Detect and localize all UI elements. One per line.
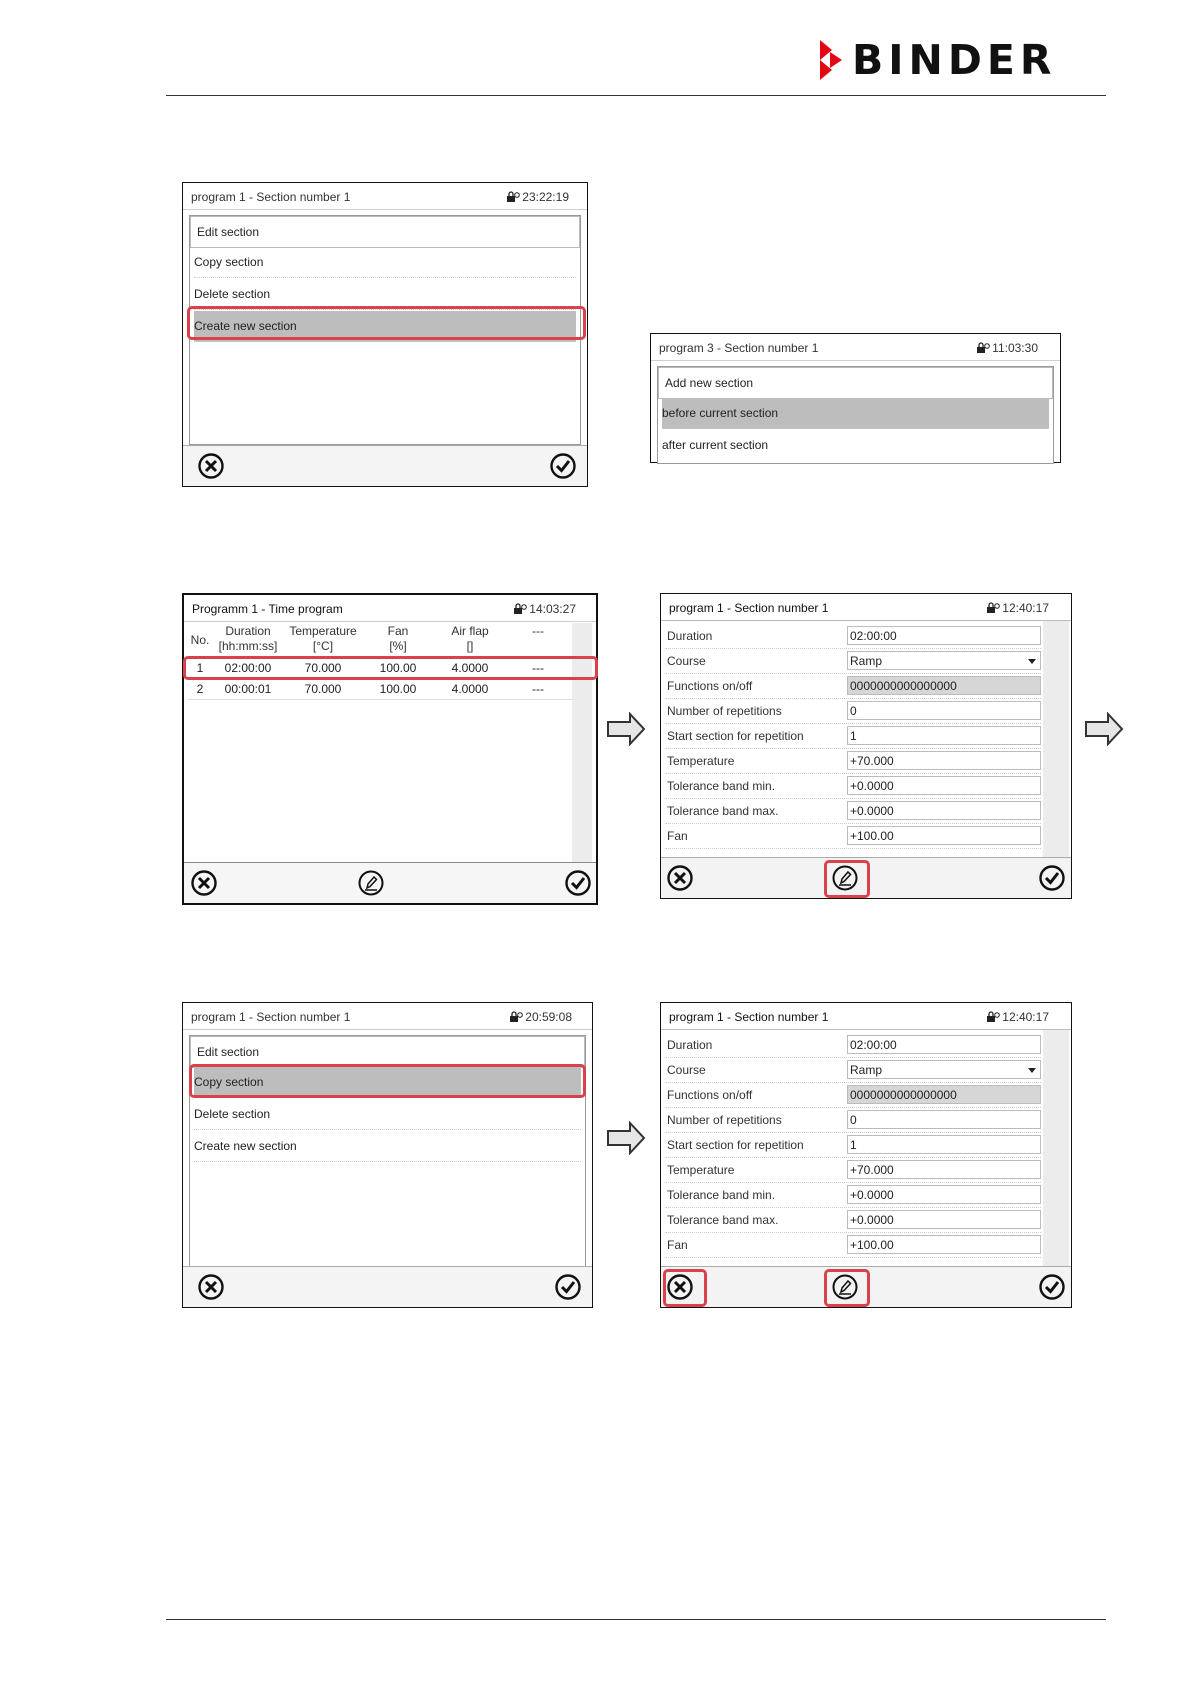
- lock-icon: [509, 1011, 523, 1023]
- clock: [509, 1010, 572, 1024]
- course-select[interactable]: Ramp: [847, 651, 1041, 670]
- temperature-input[interactable]: +70.000: [847, 751, 1041, 770]
- binder-logo-text: BINDER: [852, 35, 1057, 84]
- field-repetitions: Number of repetitions 0: [665, 699, 1041, 724]
- arrow-right-icon: [606, 1121, 646, 1155]
- menu-item-create-new-section[interactable]: Create new section: [194, 311, 576, 342]
- confirm-icon[interactable]: [1038, 1273, 1066, 1301]
- screen-title: program 1 - Section number 1: [191, 190, 351, 204]
- field-start-section: Start section for repetition 1: [665, 724, 1041, 749]
- screen-title: program 1 - Section number 1: [669, 601, 829, 615]
- footer-bar: [184, 862, 596, 903]
- field-duration: Duration 02:00:00: [665, 1033, 1041, 1058]
- scrollbar[interactable]: [1043, 1030, 1069, 1266]
- menu-item-add-new-section: Add new section: [658, 367, 1053, 399]
- menu-item-edit-section[interactable]: Edit section: [190, 1036, 585, 1068]
- field-tolerance-max: Tolerance band max. +0.0000: [665, 799, 1041, 824]
- tolerance-min-input[interactable]: +0.0000: [847, 1185, 1041, 1204]
- field-repetitions: Number of repetitions 0: [665, 1108, 1041, 1133]
- lock-icon: [976, 342, 990, 354]
- titlebar: [184, 595, 596, 622]
- footer-bar: [183, 445, 587, 486]
- field-course: Course Ramp: [665, 649, 1041, 674]
- titlebar: [661, 594, 1071, 621]
- col-header-extra: ---: [532, 624, 544, 638]
- scrollbar[interactable]: [1043, 621, 1069, 857]
- highlight-box: [824, 860, 870, 898]
- highlight-box: [183, 656, 598, 680]
- highlight-box: [824, 1269, 870, 1307]
- titlebar: [183, 183, 587, 210]
- clock-time: 11:03:30: [992, 341, 1038, 355]
- screen-title: program 3 - Section number 1: [659, 341, 819, 355]
- col-header-no: No.: [190, 633, 210, 647]
- duration-input[interactable]: 02:00:00: [847, 1035, 1041, 1054]
- screen-title: Programm 1 - Time program: [192, 602, 343, 616]
- cancel-icon[interactable]: [666, 864, 694, 892]
- col-header-duration: Duration [hh:mm:ss]: [218, 624, 278, 653]
- clock: [986, 601, 1049, 615]
- clock-time: 23:22:19: [522, 190, 569, 204]
- menu-item-before-current-section[interactable]: before current section: [662, 398, 1049, 429]
- table-row[interactable]: 1 02:00:00 70.000 100.00 4.0000 ---: [188, 658, 572, 679]
- screen-time-program: [182, 593, 598, 905]
- start-section-input[interactable]: 1: [847, 726, 1041, 745]
- tolerance-max-input[interactable]: +0.0000: [847, 801, 1041, 820]
- screen-title: program 1 - Section number 1: [669, 1010, 829, 1024]
- edit-icon[interactable]: [357, 869, 385, 897]
- screen-section-menu-2: [182, 1002, 593, 1308]
- lock-icon: [506, 191, 520, 203]
- titlebar: [651, 334, 1060, 361]
- footer-rule: [166, 1619, 1106, 1620]
- menu-item-edit-section[interactable]: Edit section: [190, 216, 580, 248]
- field-functions: Functions on/off 0000000000000000: [665, 1083, 1041, 1108]
- lock-icon: [986, 1011, 1000, 1023]
- confirm-icon[interactable]: [549, 452, 577, 480]
- repetitions-input[interactable]: 0: [847, 701, 1041, 720]
- dropdown-arrow-icon: [1028, 1068, 1036, 1073]
- table-row[interactable]: 2 00:00:01 70.000 100.00 4.0000 ---: [188, 679, 572, 700]
- screen-edit-section-2: [660, 1002, 1072, 1308]
- cancel-icon[interactable]: [197, 1273, 225, 1301]
- confirm-icon[interactable]: [564, 869, 592, 897]
- menu-item-copy-section[interactable]: Copy section: [194, 247, 576, 278]
- col-header-air-flap: Air flap []: [451, 624, 489, 653]
- temperature-input[interactable]: +70.000: [847, 1160, 1041, 1179]
- arrow-right-icon: [1084, 712, 1124, 746]
- dropdown-arrow-icon: [1028, 659, 1036, 664]
- footer-bar: [183, 1266, 592, 1307]
- field-temperature: Temperature +70.000: [665, 749, 1041, 774]
- fan-input[interactable]: +100.00: [847, 1235, 1041, 1254]
- screen-add-new-section: [650, 333, 1061, 463]
- field-temperature: Temperature +70.000: [665, 1158, 1041, 1183]
- header-rule: [166, 95, 1106, 96]
- titlebar: [661, 1003, 1071, 1030]
- tolerance-max-input[interactable]: +0.0000: [847, 1210, 1041, 1229]
- field-course: Course Ramp: [665, 1058, 1041, 1083]
- field-fan: Fan +100.00: [665, 824, 1041, 849]
- clock-time: 20:59:08: [525, 1010, 572, 1024]
- binder-logo: [818, 35, 1057, 84]
- lock-icon: [986, 602, 1000, 614]
- functions-input[interactable]: 0000000000000000: [847, 1085, 1041, 1104]
- field-tolerance-min: Tolerance band min. +0.0000: [665, 1183, 1041, 1208]
- confirm-icon[interactable]: [1038, 864, 1066, 892]
- field-fan: Fan +100.00: [665, 1233, 1041, 1258]
- highlight-box: [187, 306, 586, 340]
- titlebar: [183, 1003, 592, 1030]
- field-functions: Functions on/off 0000000000000000: [665, 674, 1041, 699]
- highlight-box: [189, 1064, 586, 1098]
- screen-section-menu-1: [182, 182, 588, 487]
- menu-item-copy-section[interactable]: Copy section: [194, 1067, 581, 1098]
- lock-icon: [513, 603, 527, 615]
- repetitions-input[interactable]: 0: [847, 1110, 1041, 1129]
- field-tolerance-min: Tolerance band min. +0.0000: [665, 774, 1041, 799]
- field-duration: Duration 02:00:00: [665, 624, 1041, 649]
- clock-time: 12:40:17: [1002, 1010, 1049, 1024]
- field-tolerance-max: Tolerance band max. +0.0000: [665, 1208, 1041, 1233]
- clock: [976, 341, 1038, 355]
- col-header-temperature: Temperature [°C]: [289, 624, 357, 653]
- clock: [513, 602, 576, 616]
- field-start-section: Start section for repetition 1: [665, 1133, 1041, 1158]
- functions-input[interactable]: 0000000000000000: [847, 676, 1041, 695]
- clock: [986, 1010, 1049, 1024]
- screen-edit-section-1: [660, 593, 1072, 899]
- cancel-icon[interactable]: [190, 869, 218, 897]
- menu-list: [657, 366, 1054, 464]
- menu-item-create-new-section[interactable]: Create new section: [194, 1131, 581, 1162]
- menu-item-after-current-section[interactable]: after current section: [662, 438, 769, 452]
- col-header-fan: Fan [%]: [387, 624, 409, 653]
- menu-item-delete-section[interactable]: Delete section: [194, 279, 576, 310]
- screen-title: program 1 - Section number 1: [191, 1010, 351, 1024]
- tolerance-min-input[interactable]: +0.0000: [847, 776, 1041, 795]
- confirm-icon[interactable]: [554, 1273, 582, 1301]
- course-select[interactable]: Ramp: [847, 1060, 1041, 1079]
- highlight-box: [663, 1269, 707, 1307]
- arrow-right-icon: [606, 712, 646, 746]
- clock: [506, 190, 569, 204]
- start-section-input[interactable]: 1: [847, 1135, 1041, 1154]
- binder-logo-mark-icon: [818, 40, 844, 80]
- clock-time: 14:03:27: [529, 602, 576, 616]
- fan-input[interactable]: +100.00: [847, 826, 1041, 845]
- duration-input[interactable]: 02:00:00: [847, 626, 1041, 645]
- menu-item-delete-section[interactable]: Delete section: [194, 1099, 581, 1130]
- cancel-icon[interactable]: [197, 452, 225, 480]
- clock-time: 12:40:17: [1002, 601, 1049, 615]
